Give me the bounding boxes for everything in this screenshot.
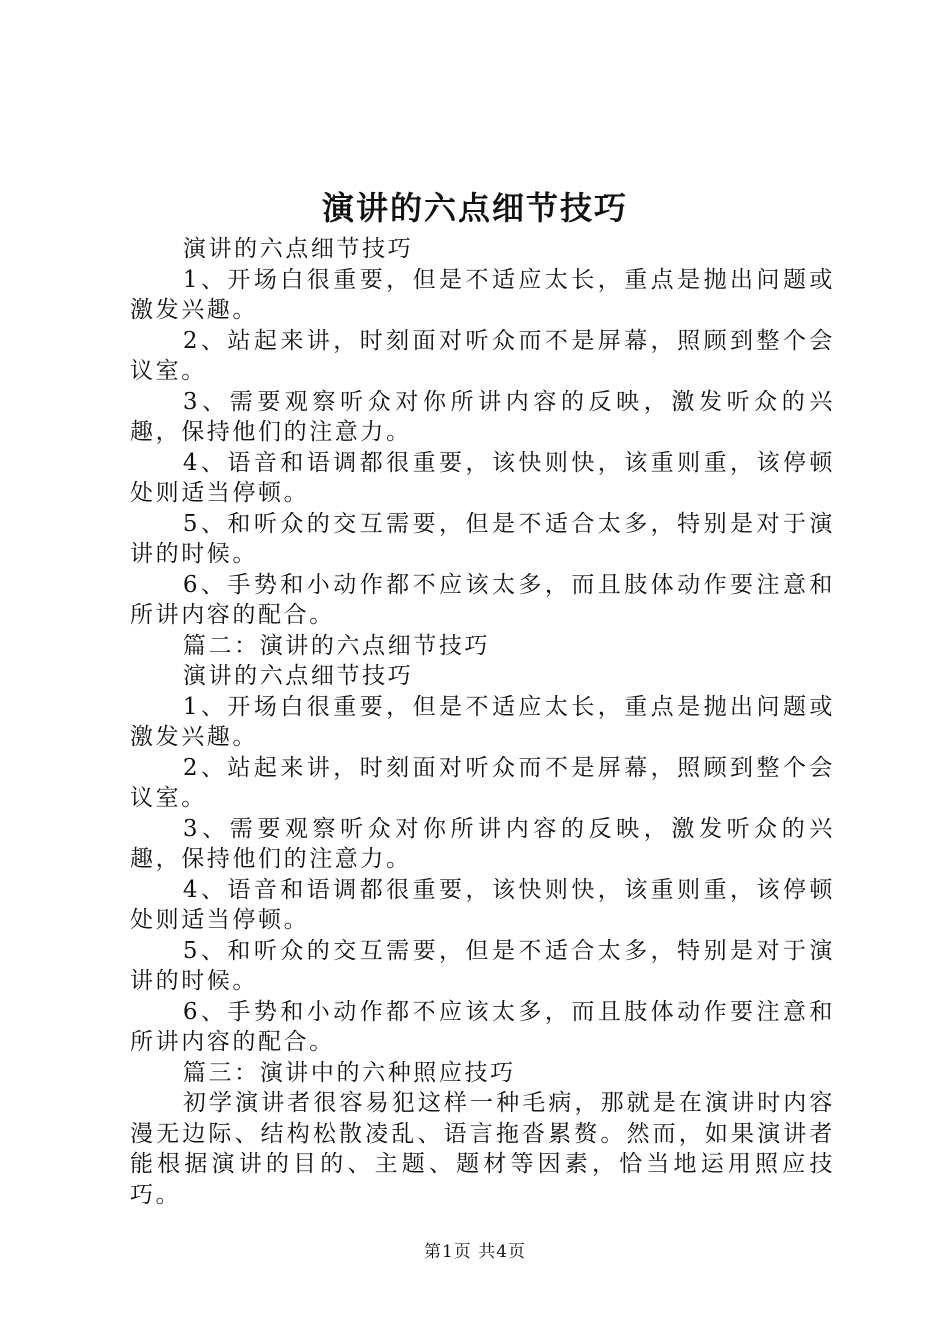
document-body <box>130 234 835 1210</box>
section-heading: 篇二：演讲的六点细节技巧 <box>182 632 491 659</box>
paragraph: 4、语音和语调都很重要，该快则快，该重则重，该停顿处则适当停顿。 <box>130 449 835 506</box>
page-footer: 第1页 共4页 <box>423 1242 527 1262</box>
paragraph: 3、需要观察听众对你所讲内容的反映，激发听众的兴趣，保持他们的注意力。 <box>130 815 835 872</box>
paragraph: 演讲的六点细节技巧 <box>182 236 414 262</box>
paragraph: 6、手势和小动作都不应该太多，而且肢体动作要注意和所讲内容的配合。 <box>130 571 835 628</box>
paragraph: 初学演讲者很容易犯这样一种毛病，那就是在演讲时内容漫无边际、结构松散凌乱、语言拖沓累赘。然而，如果演讲者能根据演讲的目的、主题、题材等因素，恰当地运用照应技巧。 <box>130 1090 835 1208</box>
paragraph: 5、和听众的交互需要，但是不适合太多，特别是对于演讲的时候。 <box>130 510 835 567</box>
paragraph: 1、开场白很重要，但是不适应太长，重点是抛出问题或激发兴趣。 <box>130 693 835 750</box>
paragraph: 2、站起来讲，时刻面对听众而不是屏幕，照顾到整个会议室。 <box>130 754 835 811</box>
paragraph: 2、站起来讲，时刻面对听众而不是屏幕，照顾到整个会议室。 <box>130 327 835 384</box>
paragraph: 3、需要观察听众对你所讲内容的反映，激发听众的兴趣，保持他们的注意力。 <box>130 388 835 445</box>
section-heading: 篇三：演讲中的六种照应技巧 <box>182 1059 516 1086</box>
paragraph: 5、和听众的交互需要，但是不适合太多，特别是对于演讲的时候。 <box>130 937 835 994</box>
document-title: 演讲的六点细节技巧 <box>321 189 628 227</box>
paragraph: 演讲的六点细节技巧 <box>182 663 414 689</box>
paragraph: 6、手势和小动作都不应该太多，而且肢体动作要注意和所讲内容的配合。 <box>130 998 835 1055</box>
paragraph: 1、开场白很重要，但是不适应太长，重点是抛出问题或激发兴趣。 <box>130 266 835 323</box>
paragraph: 4、语音和语调都很重要，该快则快，该重则重，该停顿处则适当停顿。 <box>130 876 835 933</box>
